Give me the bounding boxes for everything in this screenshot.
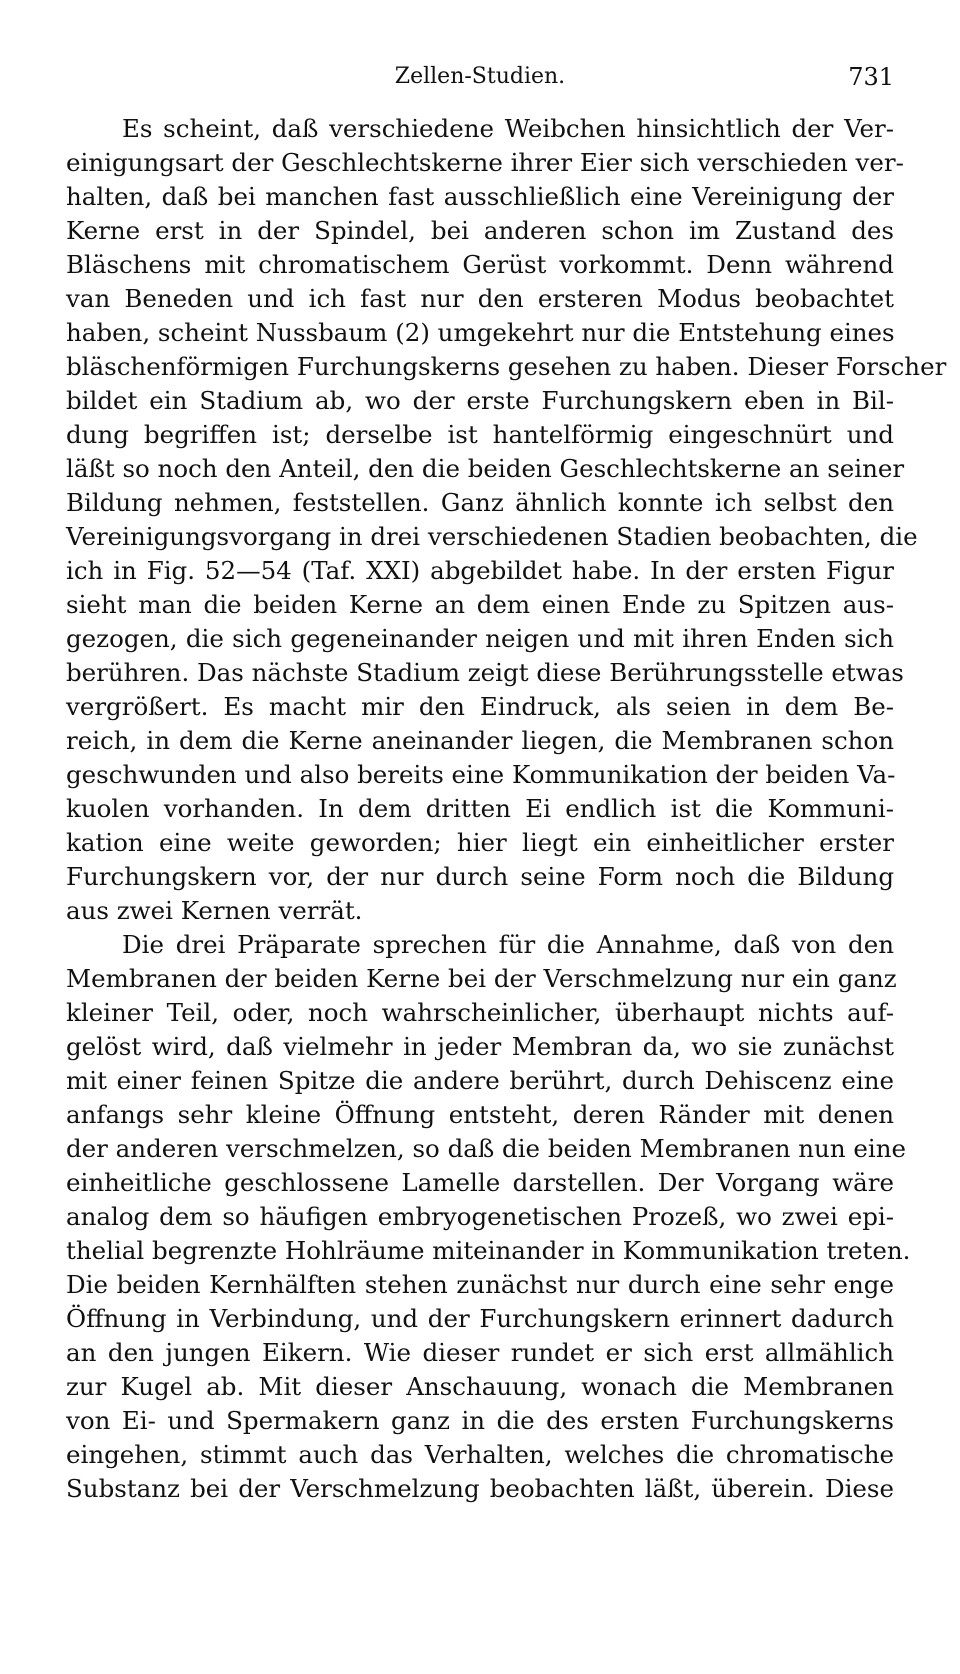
- text-line: analog dem so häufigen embryogenetischen Prozeß, wo zwei epi-: [66, 1202, 894, 1231]
- text-line: gezogen, die sich gegeneinander neigen und mit ihren Enden sich: [66, 624, 894, 653]
- paragraph-2: [66, 928, 911, 1506]
- text-line: einigungsart der Geschlechtskerne ihrer Eier sich verschieden ver-: [66, 148, 904, 177]
- text-line: läßt so noch den Anteil, den die beiden Geschlechtskerne an seiner: [66, 454, 905, 483]
- text-line: Kerne erst in der Spindel, bei anderen schon im Zustand des: [66, 216, 894, 245]
- text-line: Bildung nehmen, feststellen. Ganz ähnlich konnte ich selbst den: [66, 488, 894, 517]
- text-line: Membranen der beiden Kerne bei der Verschmelzung nur ein ganz: [66, 964, 897, 993]
- text-line: aus zwei Kernen verrät.: [66, 896, 363, 925]
- text-line: anfangs sehr kleine Öffnung entsteht, deren Ränder mit denen: [66, 1100, 894, 1129]
- text-line: an den jungen Eikern. Wie dieser rundet er sich erst allmählich: [66, 1338, 894, 1367]
- text-line: kleiner Teil, oder, noch wahrscheinlicher, überhaupt nichts auf-: [66, 998, 894, 1027]
- text-line: geschwunden und also bereits eine Kommunikation der beiden Va-: [66, 760, 896, 789]
- text-line: kuolen vorhanden. In dem dritten Ei endlich ist die Kommuni-: [66, 794, 894, 823]
- text-line: bläschenförmigen Furchungskerns gesehen zu haben. Dieser Forscher: [66, 352, 947, 381]
- text-line: Die beiden Kernhälften stehen zunächst nur durch eine sehr enge: [66, 1270, 894, 1299]
- text-line: eingehen, stimmt auch das Verhalten, welches die chromatische: [66, 1440, 894, 1469]
- page-number: 731: [848, 63, 894, 91]
- text-line: van Beneden und ich fast nur den ersteren Modus beobachtet: [66, 284, 894, 313]
- text-line: kation eine weite geworden; hier liegt ein einheitlicher erster: [66, 828, 894, 857]
- text-line: haben, scheint Nussbaum (2) umgekehrt nur die Entstehung eines: [66, 318, 895, 347]
- text-line: zur Kugel ab. Mit dieser Anschauung, wonach die Membranen: [66, 1372, 894, 1401]
- text-line: sieht man die beiden Kerne an dem einen Ende zu Spitzen aus-: [66, 590, 894, 619]
- text-line: Substanz bei der Verschmelzung beobachten läßt, überein. Diese: [66, 1474, 894, 1503]
- text-line: mit einer feinen Spitze die andere berührt, durch Dehiscenz eine: [66, 1066, 894, 1095]
- text-line: Vereinigungsvorgang in drei verschiedenen Stadien beobachten, die: [66, 522, 918, 551]
- text-line: dung begriffen ist; derselbe ist hantelförmig eingeschnürt und: [66, 420, 894, 449]
- text-line: Bläschens mit chromatischem Gerüst vorkommt. Denn während: [66, 250, 894, 279]
- text-line: von Ei- und Spermakern ganz in die des ersten Furchungskerns: [66, 1406, 894, 1435]
- paragraph-1: [66, 112, 947, 928]
- text-line: bildet ein Stadium ab, wo der erste Furchungskern eben in Bil-: [66, 386, 894, 415]
- text-line: einheitliche geschlossene Lamelle darstellen. Der Vorgang wäre: [66, 1168, 894, 1197]
- body-text: [66, 112, 947, 1506]
- text-line: reich, in dem die Kerne aneinander liegen, die Membranen schon: [66, 726, 894, 755]
- text-line: vergrößert. Es macht mir den Eindruck, als seien in dem Be-: [66, 692, 894, 721]
- text-line: Die drei Präparate sprechen für die Annahme, daß von den: [122, 930, 894, 959]
- text-line: thelial begrenzte Hohlräume miteinander in Kommunikation treten.: [66, 1236, 911, 1265]
- text-line: Es scheint, daß verschiedene Weibchen hinsichtlich der Ver-: [122, 114, 894, 143]
- running-head: [66, 60, 894, 94]
- text-line: Furchungskern vor, der nur durch seine Form noch die Bildung: [66, 862, 894, 891]
- text-line: halten, daß bei manchen fast ausschließlich eine Vereinigung der: [66, 182, 894, 211]
- text-line: der anderen verschmelzen, so daß die beiden Membranen nun eine: [66, 1134, 907, 1163]
- text-line: ich in Fig. 52—54 (Taf. XXI) abgebildet habe. In der ersten Figur: [66, 556, 894, 585]
- text-line: Öffnung in Verbindung, und der Furchungskern erinnert dadurch: [66, 1304, 894, 1333]
- text-line: berühren. Das nächste Stadium zeigt diese Berührungsstelle etwas: [66, 658, 904, 687]
- running-title: Zellen-Studien.: [394, 64, 566, 89]
- text-line: gelöst wird, daß vielmehr in jeder Membran da, wo sie zunächst: [66, 1032, 894, 1061]
